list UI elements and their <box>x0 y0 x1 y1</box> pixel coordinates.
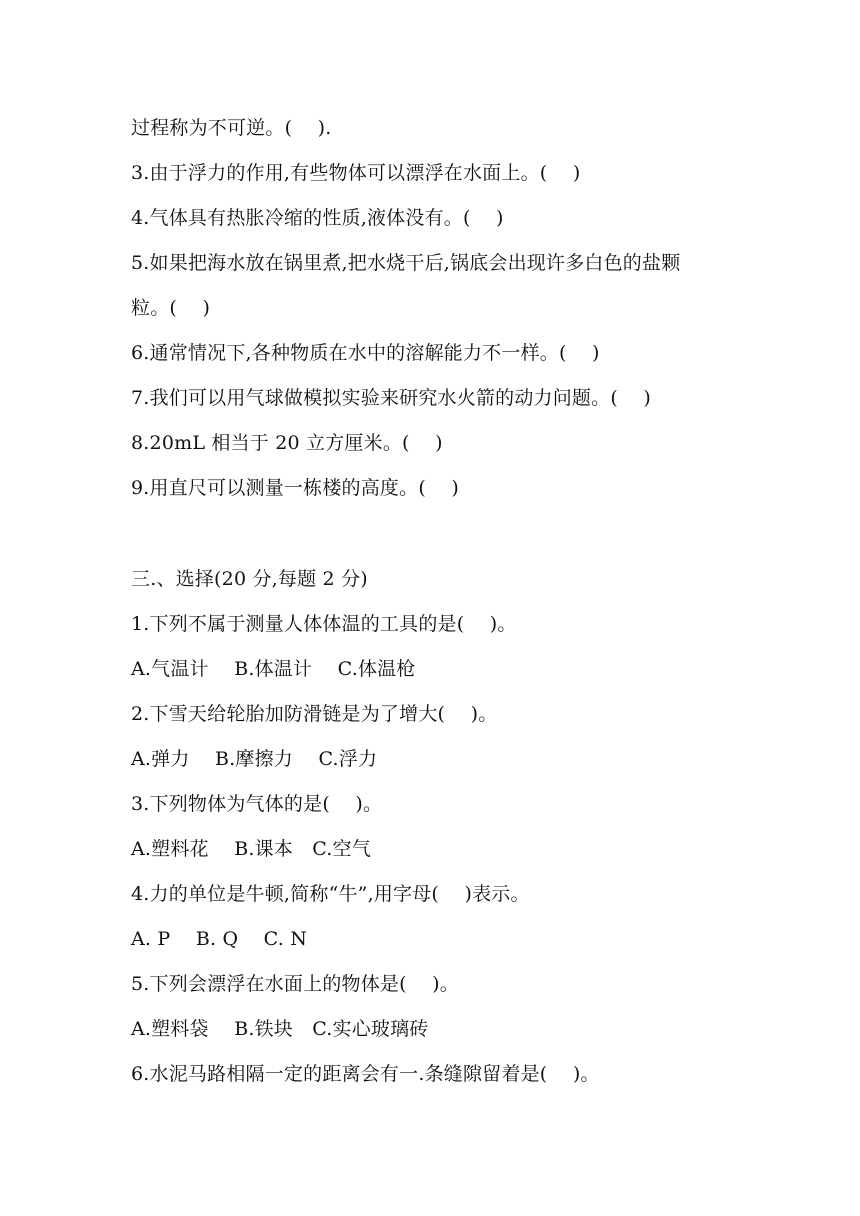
choice-options: A.塑料袋 B.铁块 C.实心玻璃砖 <box>131 1018 429 1040</box>
question-text: 过程称为不可逆。( ). <box>131 117 332 139</box>
choice-options: A.气温计 B.体温计 C.体温枪 <box>131 658 416 680</box>
question-text: 4.气体具有热胀冷缩的性质,液体没有。( ) <box>131 207 504 229</box>
choice-question: 1.下列不属于测量人体体温的工具的是( )。 <box>131 613 517 635</box>
question-text: 粒。( ) <box>131 297 211 319</box>
choice-question: 5.下列会漂浮在水面上的物体是( )。 <box>131 973 459 995</box>
choice-question: 4.力的单位是牛顿,简称“牛”,用字母( )表示。 <box>131 883 530 905</box>
question-text: 5.如果把海水放在锅里煮,把水烧干后,锅底会出现许多白色的盐颗 <box>131 252 681 274</box>
choice-options: A. P B. Q C. N <box>131 928 308 950</box>
choice-question: 3.下列物体为气体的是( )。 <box>131 793 383 815</box>
question-text: 7.我们可以用气球做模拟实验来研究水火箭的动力问题。( ) <box>131 387 651 409</box>
question-text: 8.20mL 相当于 20 立方厘米。( ) <box>131 432 443 454</box>
choice-options: A.塑料花 B.课本 C.空气 <box>131 838 371 860</box>
choice-options: A.弹力 B.摩擦力 C.浮力 <box>131 748 378 770</box>
section-heading: 三.、选择(20 分,每题 2 分) <box>131 568 368 590</box>
choice-question: 2.下雪天给轮胎加防滑链是为了增大( )。 <box>131 703 498 725</box>
choice-question: 6.水泥马路相隔一定的距离会有一.条缝隙留着是( )。 <box>131 1063 600 1085</box>
question-text: 3.由于浮力的作用,有些物体可以漂浮在水面上。( ) <box>131 162 581 184</box>
question-text: 9.用直尺可以测量一栋楼的高度。( ) <box>131 477 459 499</box>
question-text: 6.通常情况下,各种物质在水中的溶解能力不一样。( ) <box>131 342 600 364</box>
